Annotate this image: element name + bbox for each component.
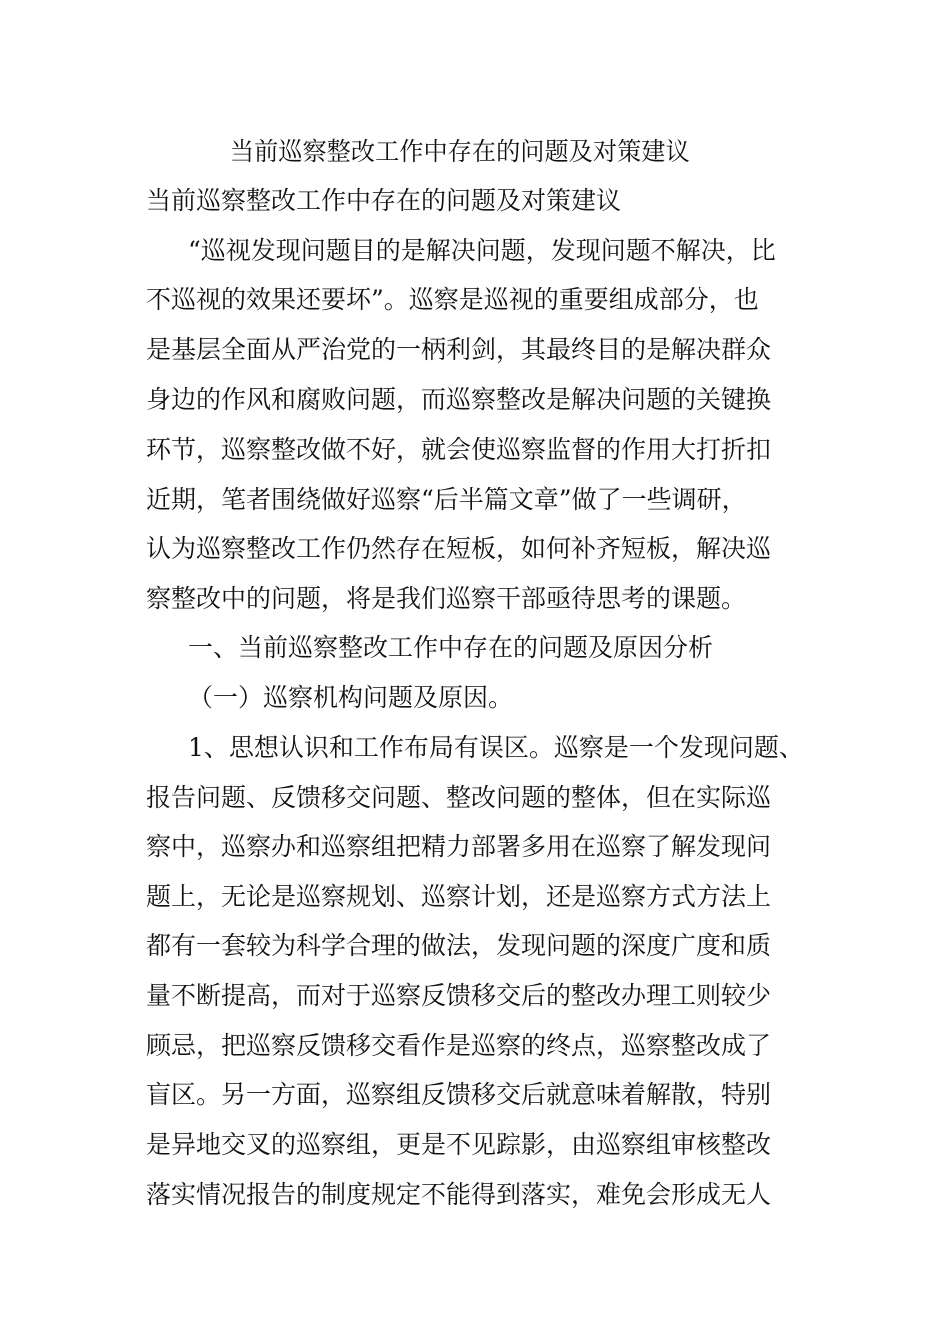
paragraph-line: 是基层全面从严治党的一柄利剑，其最终目的是解决群众 <box>146 335 772 364</box>
subtitle-line: 当前巡察整改工作中存在的问题及对策建议 <box>146 186 622 215</box>
paragraph-line: 察整改中的问题，将是我们巡察干部亟待思考的课题。 <box>146 584 747 613</box>
paragraph-line: 量不断提高，而对于巡察反馈移交后的整改办理工则较少 <box>146 981 772 1010</box>
document-title: 当前巡察整改工作中存在的问题及对策建议 <box>229 137 690 166</box>
paragraph-line: “巡视发现问题目的是解决问题，发现问题不解决，比 <box>188 236 776 265</box>
paragraph-line: 顾忌，把巡察反馈移交看作是巡察的终点，巡察整改成了 <box>146 1031 772 1060</box>
paragraph-line: 环节，巡察整改做不好，就会使巡察监督的作用大打折扣 <box>146 435 772 464</box>
paragraph-line: 题上，无论是巡察规划、巡察计划，还是巡察方式方法上 <box>146 882 772 911</box>
paragraph-line: 身边的作风和腐败问题，而巡察整改是解决问题的关键换 <box>146 385 772 414</box>
subsection-heading: （一）巡察机构问题及原因。 <box>188 683 514 712</box>
paragraph-line: 近期，笔者围绕做好巡察“后半篇文章”做了一些调研， <box>146 485 747 514</box>
paragraph-line: 落实情况报告的制度规定不能得到落实，难免会形成无人 <box>146 1180 772 1209</box>
paragraph-line: 1、思想认识和工作布局有误区。巡察是一个发现问题、 <box>188 733 804 762</box>
paragraph-line: 认为巡察整改工作仍然存在短板，如何补齐短板，解决巡 <box>146 534 772 563</box>
paragraph-line: 盲区。另一方面，巡察组反馈移交后就意味着解散，特别 <box>146 1080 772 1109</box>
paragraph-line: 不巡视的效果还要坏”。巡察是巡视的重要组成部分，也 <box>146 285 759 314</box>
paragraph-line: 是异地交叉的巡察组，更是不见踪影，由巡察组审核整改 <box>146 1130 772 1159</box>
section-heading: 一、当前巡察整改工作中存在的问题及原因分析 <box>188 633 714 662</box>
paragraph-line: 都有一套较为科学合理的做法，发现问题的深度广度和质 <box>146 931 772 960</box>
paragraph-line: 察中，巡察办和巡察组把精力部署多用在巡察了解发现问 <box>146 832 772 861</box>
paragraph-line: 报告问题、反馈移交问题、整改问题的整体，但在实际巡 <box>146 783 772 812</box>
